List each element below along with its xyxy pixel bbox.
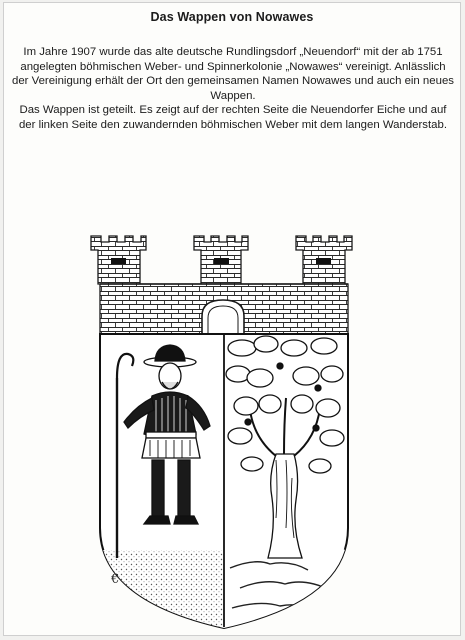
castle-wall-icon <box>91 236 352 336</box>
paragraph-description: Das Wappen ist geteilt. Es zeigt auf der rechten Seite die Neuendorfer Eiche und auf der linken Seite den zuwandernden böhmischen Weber mit dem langen Wanderstab. <box>18 104 448 131</box>
description-text <box>12 45 454 133</box>
artist-signature: € <box>111 572 120 587</box>
coat-of-arms-icon <box>80 228 370 632</box>
paragraph-history: Im Jahre 1907 wurde das alte deutsche Rundlingsdorf „Neuendorf“ mit der ab 1751 angelegten böhmischen Weber- und Spinnerkolonie „Nowawes“ vereinigt. Anlässlich der Vereinigung erhält der Ort den gemeinsamen Namen Nowawes und auch ein neues Wappen. <box>12 46 454 102</box>
page-title: Das Wappen von Nowawes <box>150 10 314 24</box>
